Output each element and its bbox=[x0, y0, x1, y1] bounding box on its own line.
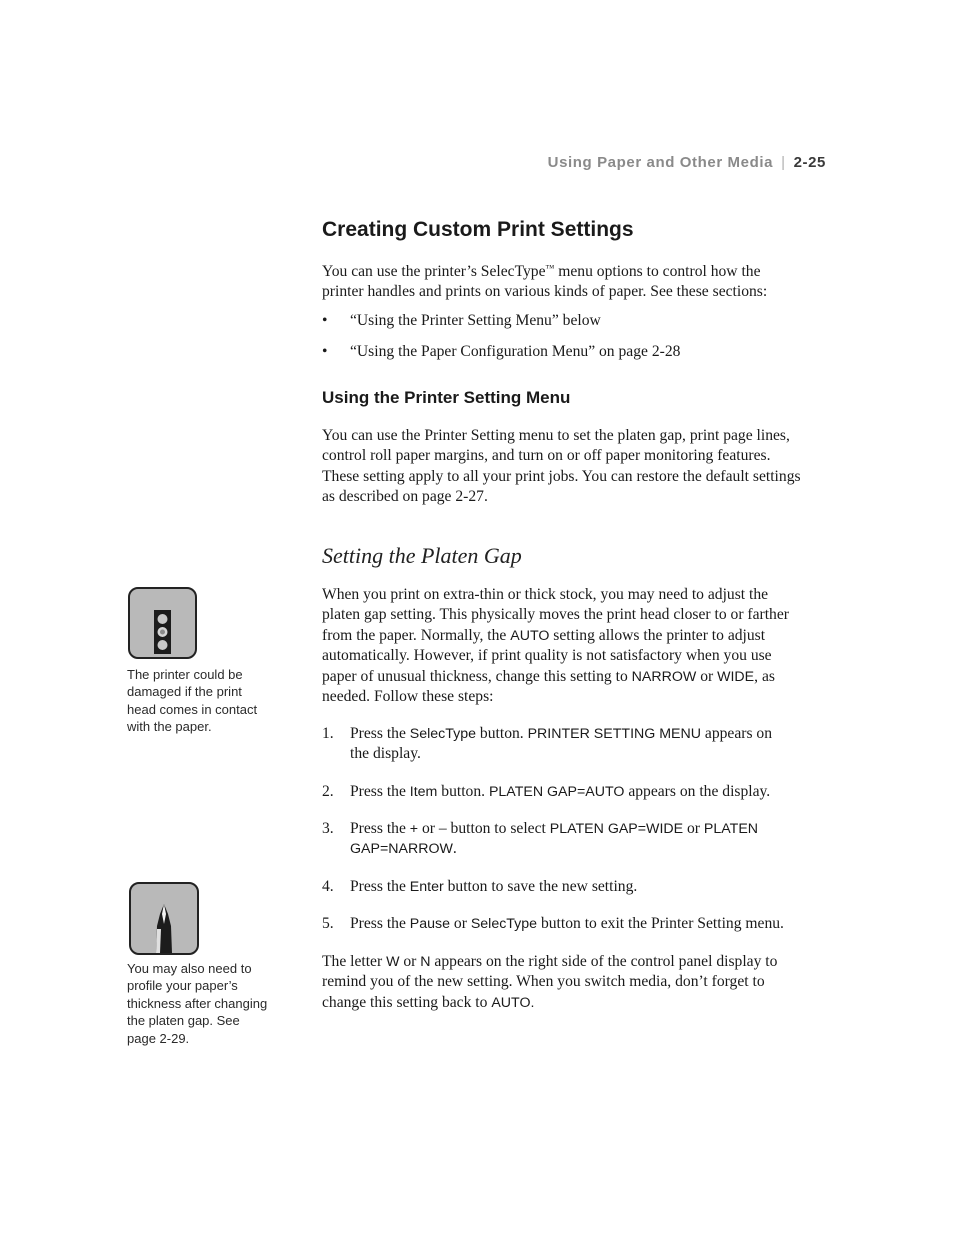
step-text: appears on bbox=[701, 725, 773, 742]
step-4 bbox=[322, 877, 830, 897]
page-number: 2-25 bbox=[793, 154, 826, 171]
closing-text: The letter bbox=[322, 953, 387, 970]
intro-text-1a: You can use the printer’s SelecType bbox=[322, 263, 546, 280]
step-number: 2. bbox=[322, 783, 334, 800]
step-1 bbox=[322, 724, 830, 765]
step-body bbox=[350, 782, 830, 802]
step-2 bbox=[322, 782, 830, 802]
step-body bbox=[350, 819, 830, 860]
caution-light-icon bbox=[130, 589, 195, 657]
topic-title: Setting the Platen Gap bbox=[322, 543, 522, 568]
step-body bbox=[350, 877, 830, 897]
platen-text: setting allows the printer to adjust bbox=[549, 626, 766, 644]
pen-tip-icon bbox=[131, 884, 197, 953]
subsection-title: Using the Printer Setting Menu bbox=[322, 388, 571, 407]
step-text: Press the bbox=[350, 915, 410, 932]
note-line: with the paper. bbox=[127, 719, 212, 735]
display-message: GAP=NARROW bbox=[350, 841, 453, 858]
step-text: button to save the new setting. bbox=[443, 878, 638, 895]
step-text: button. bbox=[476, 725, 528, 742]
display-message: PLATEN GAP=AUTO bbox=[488, 784, 625, 800]
closing-text-line: remind you of the new setting. When you switch media, don’t forget to bbox=[322, 973, 765, 991]
tip-icon-box bbox=[129, 882, 199, 955]
step-text: . bbox=[452, 840, 457, 858]
setting-narrow: NARROW bbox=[631, 668, 697, 685]
letter-w: W bbox=[386, 954, 400, 970]
setting-auto: AUTO bbox=[510, 627, 550, 644]
item-button-label: Item bbox=[409, 784, 438, 800]
plus-button-label: + bbox=[409, 821, 419, 837]
step-number: 4. bbox=[322, 878, 334, 895]
bullet-mark: • bbox=[322, 343, 328, 360]
platen-text: paper of unusual thickness, change this setting to bbox=[322, 667, 632, 685]
step-text: or – button to select bbox=[418, 820, 550, 837]
step-text: or bbox=[450, 915, 471, 932]
step-3 bbox=[322, 819, 830, 860]
note-line: page 2-29. bbox=[127, 1030, 190, 1046]
step-number: 5. bbox=[322, 915, 334, 932]
setting-auto: AUTO. bbox=[491, 994, 535, 1011]
selectype-button-label: SelecType bbox=[470, 916, 538, 932]
platen-text: , as bbox=[754, 667, 775, 685]
bullet-mark: • bbox=[322, 312, 328, 329]
intro-text-2: printer handles and prints on various kinds of paper. See these sections: bbox=[322, 283, 768, 301]
closing-text: appears on the right side of the control panel display to bbox=[430, 953, 778, 970]
step-number: 1. bbox=[322, 725, 334, 742]
display-message: PLATEN bbox=[703, 821, 759, 837]
note-line: head comes in contact bbox=[127, 701, 258, 717]
intro-text-1b: menu options to control how the bbox=[554, 263, 761, 280]
step-text: Press the bbox=[350, 725, 410, 742]
menu-paragraph bbox=[322, 426, 830, 508]
running-head bbox=[500, 154, 826, 171]
menu-text-line: You can use the Printer Setting menu to set the platen gap, print page lines, bbox=[322, 427, 790, 444]
step-text: button to exit the Printer Setting menu. bbox=[537, 915, 784, 932]
note-line: profile your paper’s bbox=[127, 978, 238, 994]
step-text: Press the bbox=[350, 878, 410, 895]
platen-paragraph bbox=[322, 585, 830, 707]
platen-text: from the paper. Normally, the bbox=[322, 626, 511, 644]
platen-text-line bbox=[322, 626, 830, 646]
bullet-link-printer-setting[interactable]: “Using the Printer Setting Menu” below bbox=[350, 312, 601, 329]
display-message: PRINTER SETTING MENU bbox=[527, 726, 702, 742]
note-line: thickness after changing bbox=[127, 995, 268, 1011]
closing-text-line bbox=[322, 993, 830, 1013]
menu-text-line: These setting apply to all your print jobs. You can restore the default settings bbox=[322, 467, 801, 485]
running-head-separator: | bbox=[781, 154, 786, 171]
note-line: You may also need to bbox=[127, 961, 252, 976]
bullet-link-paper-configuration[interactable]: “Using the Paper Configuration Menu” on page 2-28 bbox=[350, 343, 681, 360]
letter-n: N bbox=[420, 954, 431, 970]
closing-text-line bbox=[322, 952, 830, 972]
platen-text: or bbox=[696, 667, 718, 685]
menu-text-line: control roll paper margins, and turn on or off paper monitoring features. bbox=[322, 447, 771, 465]
platen-text-line: automatically. However, if print quality is not satisfactory when you use bbox=[322, 647, 772, 665]
step-text: Press the bbox=[350, 820, 410, 837]
note-line: damaged if the print bbox=[127, 684, 242, 700]
step-text: appears on the display. bbox=[624, 783, 771, 800]
caution-note bbox=[127, 666, 287, 736]
tip-note bbox=[127, 960, 287, 1047]
trademark-symbol: ™ bbox=[545, 263, 555, 273]
step-body bbox=[350, 724, 830, 765]
step-text: the display. bbox=[350, 745, 421, 763]
platen-text-line: platen gap setting. This physically moves the print head closer to or farther bbox=[322, 606, 789, 624]
setting-wide: WIDE bbox=[717, 668, 755, 685]
step-text: button. bbox=[437, 783, 489, 800]
closing-text: or bbox=[399, 953, 421, 970]
note-line: The printer could be bbox=[127, 667, 243, 682]
step-body bbox=[350, 914, 830, 934]
pause-button-label: Pause bbox=[409, 916, 451, 932]
intro-paragraph bbox=[322, 258, 830, 303]
closing-text: change this setting back to bbox=[322, 993, 492, 1011]
menu-text-line: as described on page 2-27. bbox=[322, 488, 488, 506]
platen-text-line: When you print on extra-thin or thick stock, you may need to adjust the bbox=[322, 586, 769, 603]
platen-text-line: needed. Follow these steps: bbox=[322, 688, 494, 706]
enter-button-label: Enter bbox=[409, 879, 444, 895]
section-title: Creating Custom Print Settings bbox=[322, 218, 634, 241]
note-line: the platen gap. See bbox=[127, 1013, 240, 1029]
platen-text-line bbox=[322, 667, 830, 687]
caution-icon-box bbox=[128, 587, 197, 659]
step-text: Press the bbox=[350, 783, 410, 800]
step-number: 3. bbox=[322, 820, 334, 837]
display-message: PLATEN GAP=WIDE bbox=[549, 821, 684, 837]
step-5 bbox=[322, 914, 830, 934]
step-text: or bbox=[683, 820, 704, 837]
running-head-section: Using Paper and Other Media bbox=[547, 154, 774, 171]
selectype-button-label: SelecType bbox=[409, 726, 477, 742]
closing-paragraph bbox=[322, 952, 830, 1013]
